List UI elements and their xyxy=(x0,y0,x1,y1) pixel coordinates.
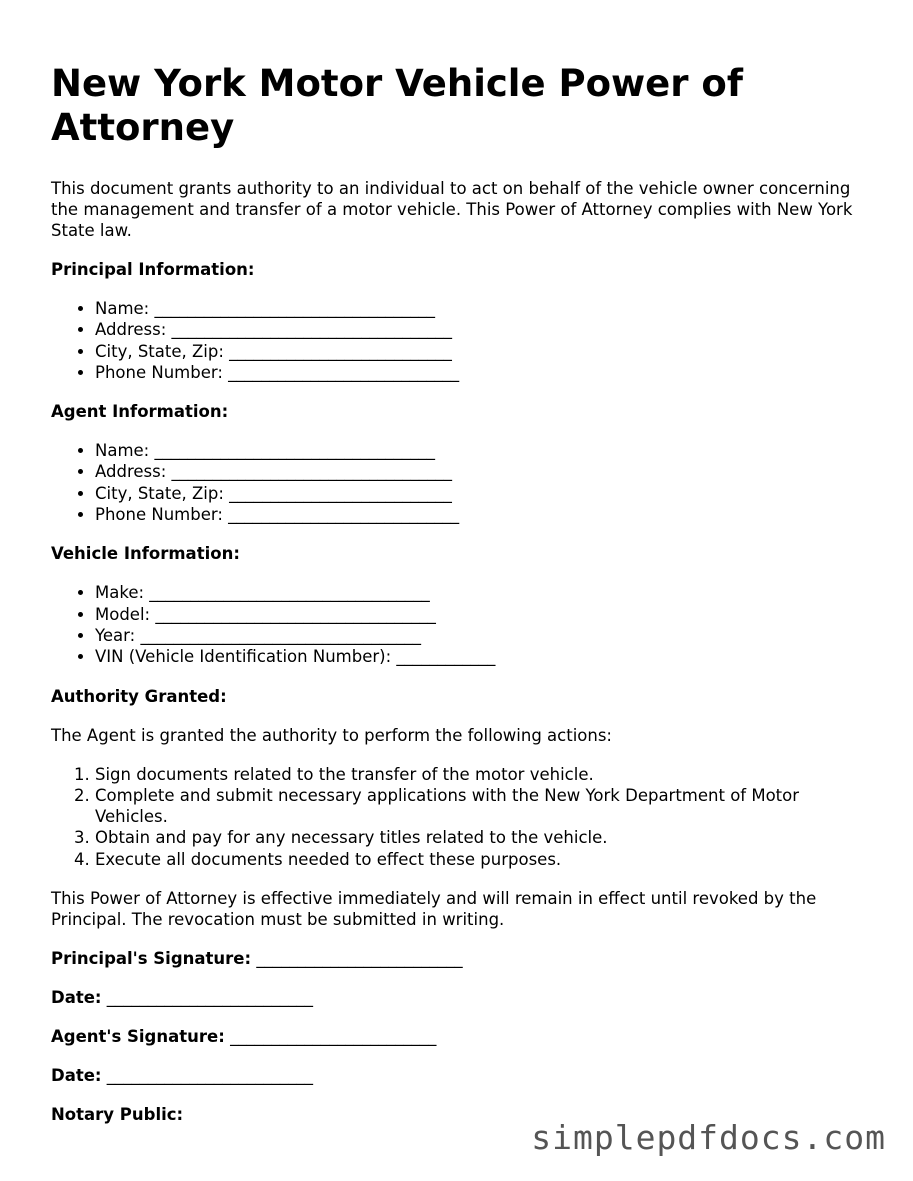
list-item: • Phone Number: ____________________________ xyxy=(95,504,871,525)
list-item: 2. Complete and submit necessary applications with the New York Department of Motor Vehicles. xyxy=(95,785,871,828)
date-field-1: _________________________ xyxy=(106,988,314,1008)
list-item: • Address: __________________________________ xyxy=(95,319,871,340)
principal-signature-line xyxy=(51,948,871,969)
agent-signature-field: _________________________ xyxy=(230,1027,437,1047)
list-item: 1. Sign documents related to the transfer of the motor vehicle. xyxy=(95,764,871,785)
list-item: • City, State, Zip: ___________________________ xyxy=(95,483,871,504)
date-field-2: _________________________ xyxy=(106,1066,314,1086)
list-item: 4. Execute all documents needed to effect these purposes. xyxy=(95,849,871,870)
list-item: • Phone Number: ____________________________ xyxy=(95,362,871,383)
watermark: simplepdfdocs.com xyxy=(531,1118,886,1157)
list-item: • City, State, Zip: ___________________________ xyxy=(95,341,871,362)
list-item: 3. Obtain and pay for any necessary titles related to the vehicle. xyxy=(95,827,871,848)
agent-signature-label: Agent's Signature: xyxy=(51,1027,225,1047)
notary-label: Notary Public: xyxy=(51,1105,184,1125)
vehicle-list xyxy=(51,582,871,667)
document-page xyxy=(51,62,871,1125)
list-item: • Name: __________________________________ xyxy=(95,298,871,319)
date-label-1: Date: xyxy=(51,988,102,1008)
list-item: • Model: __________________________________ xyxy=(95,604,871,625)
list-item: • Make: __________________________________ xyxy=(95,582,871,603)
principal-heading: Principal Information: xyxy=(51,260,255,279)
effective-paragraph: This Power of Attorney is effective immediately and will remain in effect until revoked by the Principal. The revocation must be submitted in writing. xyxy=(51,889,817,930)
agent-heading: Agent Information: xyxy=(51,402,229,422)
principal-signature-label: Principal's Signature: xyxy=(51,949,252,969)
principal-list xyxy=(51,298,871,383)
authority-lead: The Agent is granted the authority to perform the following actions: xyxy=(51,725,612,745)
agent-signature-line xyxy=(51,1026,871,1047)
date-label-2: Date: xyxy=(51,1066,102,1086)
list-item: • Address: __________________________________ xyxy=(95,461,871,482)
date-line-1 xyxy=(51,987,871,1008)
principal-signature-field: _________________________ xyxy=(256,949,463,969)
authority-heading: Authority Granted: xyxy=(51,686,227,706)
agent-list xyxy=(51,440,871,525)
date-line-2 xyxy=(51,1065,871,1086)
authority-list xyxy=(51,764,871,870)
page-title: New York Motor Vehicle Power of Attorney xyxy=(51,62,743,149)
intro-paragraph: This document grants authority to an individual to act on behalf of the vehicle owner concerning the management and transfer of a motor vehicle. This Power of Attorney complies with New York State law. xyxy=(51,179,853,240)
list-item: • VIN (Vehicle Identification Number): ____________ xyxy=(95,646,871,667)
vehicle-heading: Vehicle Information: xyxy=(51,544,240,564)
list-item: • Year: __________________________________ xyxy=(95,625,871,646)
list-item: • Name: __________________________________ xyxy=(95,440,871,461)
